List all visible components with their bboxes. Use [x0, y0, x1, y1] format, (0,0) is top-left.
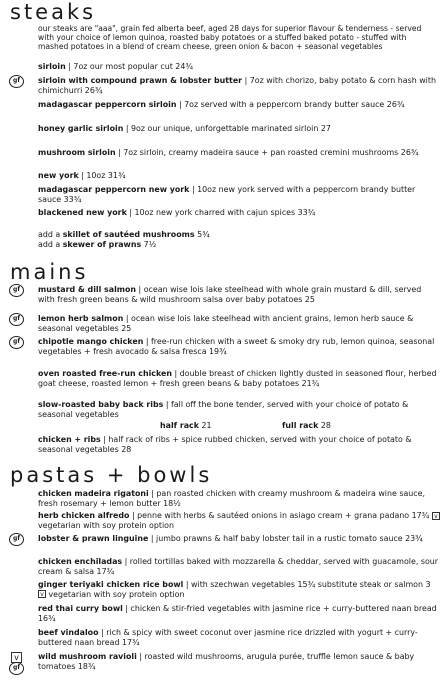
- item-desc: | roasted wild mushrooms, arugula purée, truffle lemon sauce & baby tomatoes 18¾: [38, 652, 415, 671]
- menu-item: [38, 435, 440, 454]
- item-desc: | jumbo prawns & half baby lobster tail in a rustic tomato sauce 23¾: [148, 534, 423, 543]
- item-desc: | 10oz new york charred with cajun spices 33¾: [126, 208, 316, 217]
- item-desc: | 9oz our unique, unforgettable marinated sirloin 27: [123, 124, 331, 133]
- item-desc: | pan roasted chicken with creamy mushroom & madeira wine sauce, fresh rosemary + lemon butter 18½: [38, 489, 426, 508]
- item-name: new york: [38, 171, 79, 180]
- vegetarian-icon: v: [432, 512, 440, 520]
- size-name: full rack: [282, 421, 319, 430]
- addon-prefix: add a: [38, 230, 63, 239]
- menu-item: [38, 604, 440, 623]
- item-desc: | rolled tortillas baked with mozzarella & cheddar, served with guacamole, sour cream & salsa 17¾: [38, 557, 439, 576]
- item-name: honey garlic sirloin: [38, 124, 124, 133]
- item-desc: | 7oz sirloin, creamy madeira sauce + pan roasted cremini mushrooms 26¾: [115, 148, 419, 157]
- addon-name: skewer of prawns: [62, 240, 142, 249]
- item-name: chicken madeira rigatoni: [38, 489, 149, 498]
- signature-icon: gf: [9, 533, 24, 546]
- menu-item: [38, 337, 440, 356]
- menu-item: [38, 208, 440, 218]
- item-desc: | 10oz new york served with a peppercorn brandy butter sauce 33¾: [38, 185, 416, 204]
- menu-item: [38, 534, 440, 544]
- item-desc: | 7oz served with a peppercorn brandy butter sauce 26¾: [176, 100, 405, 109]
- menu-item: [38, 314, 440, 333]
- steaks-intro: our steaks are "aaa", grain fed alberta beef, aged 28 days for superior flavour & tenderness - served with your choice of lemon quinoa, roasted baby potatoes or a stuffed baked potato - stuffed with mashed potatoes in a blend of cream cheese, green onion & bacon + seasonal vegetables: [38, 24, 422, 51]
- item-desc: | with szechwan vegetables 15¾ substitute steak or salmon 3: [183, 580, 431, 589]
- item-desc: | penne with herbs & sautéed onions in asiago cream + grana padano 17¾: [129, 511, 432, 520]
- signature-icon: gf: [9, 662, 24, 675]
- ribs-size-full: [282, 421, 372, 431]
- item-name: slow-roasted baby back ribs: [38, 400, 164, 409]
- section-title-mains: mains: [10, 260, 89, 284]
- ribs-size-half: [160, 421, 250, 431]
- menu-item: [38, 557, 440, 576]
- addon-prefix: add a: [38, 240, 63, 249]
- item-veg-note: vegetarian with soy protein option: [38, 520, 174, 530]
- item-name: herb chicken alfredo: [38, 511, 130, 520]
- item-desc: | free-run chicken with a sweet & smoky dry rub, lemon quinoa, seasonal vegetables + fresh avocado & salsa fresca 19¾: [38, 337, 435, 356]
- item-name: red thai curry bowl: [38, 604, 123, 613]
- item-desc: | rich & spicy with sweet coconut over jasmine rice drizzled with yogurt + curry-buttered naan bread 17¾: [38, 628, 418, 647]
- signature-icon: gf: [9, 313, 24, 326]
- size-name: half rack: [160, 421, 199, 430]
- size-price: 21: [198, 421, 212, 430]
- menu-item: [38, 285, 440, 304]
- signature-icon: gf: [9, 336, 24, 349]
- item-desc: | half rack of ribs + spice rubbed chicken, served with your choice of potato & seasonal vegetables 28: [38, 435, 412, 454]
- menu-item: [38, 148, 440, 158]
- menu-item: [38, 100, 440, 110]
- item-desc: | 7oz our most popular cut 24¾: [65, 62, 193, 71]
- menu-item: [38, 511, 440, 530]
- item-name: lobster & prawn linguine: [38, 534, 149, 543]
- menu-item: [38, 369, 440, 388]
- item-name: chicken enchiladas: [38, 557, 123, 566]
- item-name: madagascar peppercorn new york: [38, 185, 190, 194]
- item-name: mustard & dill salmon: [38, 285, 137, 294]
- menu-item: [38, 400, 440, 419]
- addon-price: 7½: [141, 240, 157, 249]
- item-name: chicken + ribs: [38, 435, 101, 444]
- item-name: wild mushroom ravioli: [38, 652, 137, 661]
- menu-item: [38, 628, 440, 647]
- item-name: oven roasted free-run chicken: [38, 369, 172, 378]
- item-desc: | chicken & stir-fried vegetables with jasmine rice + curry-buttered naan bread 16¾: [38, 604, 437, 623]
- item-desc: | ocean wise lois lake steelhead with whole grain mustard & dill, served with fresh green beans & wild mushroom salsa over baby potatoes 25: [38, 285, 422, 304]
- item-desc: | double breast of chicken lightly dusted in seasoned flour, herbed goat cheese, roasted lemon + fresh green beans & baby potatoes 21¾: [38, 369, 437, 388]
- signature-icon: gf: [9, 75, 24, 88]
- item-desc: | ocean wise lois lake steelhead with ancient grains, lemon herb sauce & seasonal vegetables 25: [38, 314, 414, 333]
- item-name: lemon herb salmon: [38, 314, 124, 323]
- signature-icon: gf: [9, 284, 24, 297]
- item-name: beef vindaloo: [38, 628, 99, 637]
- item-desc: | fall off the bone tender, served with your choice of potato & seasonal vegetables: [38, 400, 409, 419]
- section-title-pastas-bowls: pastas + bowls: [10, 463, 213, 487]
- menu-item: [38, 489, 440, 508]
- menu-item: [38, 652, 440, 671]
- menu-item: [38, 580, 440, 599]
- item-name: blackened new york: [38, 208, 127, 217]
- menu-item: [38, 185, 440, 204]
- section-title-steaks: steaks: [10, 0, 97, 24]
- vegetarian-icon: v: [38, 590, 46, 598]
- menu-item: [38, 76, 440, 95]
- menu-item: [38, 62, 440, 72]
- size-price: 28: [318, 421, 331, 430]
- item-veg-note: vegetarian with soy protein option: [48, 589, 185, 599]
- item-name: madagascar peppercorn sirloin: [38, 100, 177, 109]
- item-desc: | 7oz with chorizo, baby potato & corn hash with chimichurri 26¾: [38, 76, 436, 95]
- vegetarian-icon: v: [11, 652, 22, 663]
- item-name: sirloin with compound prawn & lobster butter: [38, 76, 243, 85]
- item-name: sirloin: [38, 62, 66, 71]
- menu-item: [38, 124, 440, 134]
- item-name: ginger teriyaki chicken rice bowl: [38, 580, 184, 589]
- item-name: chipotle mango chicken: [38, 337, 144, 346]
- item-desc: | 10oz 31¾: [78, 171, 126, 180]
- addon-item: [38, 240, 440, 250]
- addon-name: skillet of sautéed mushrooms: [62, 230, 195, 239]
- menu-item: [38, 171, 440, 181]
- item-name: mushroom sirloin: [38, 148, 116, 157]
- addon-price: 5¾: [194, 230, 210, 239]
- addon-item: [38, 230, 440, 240]
